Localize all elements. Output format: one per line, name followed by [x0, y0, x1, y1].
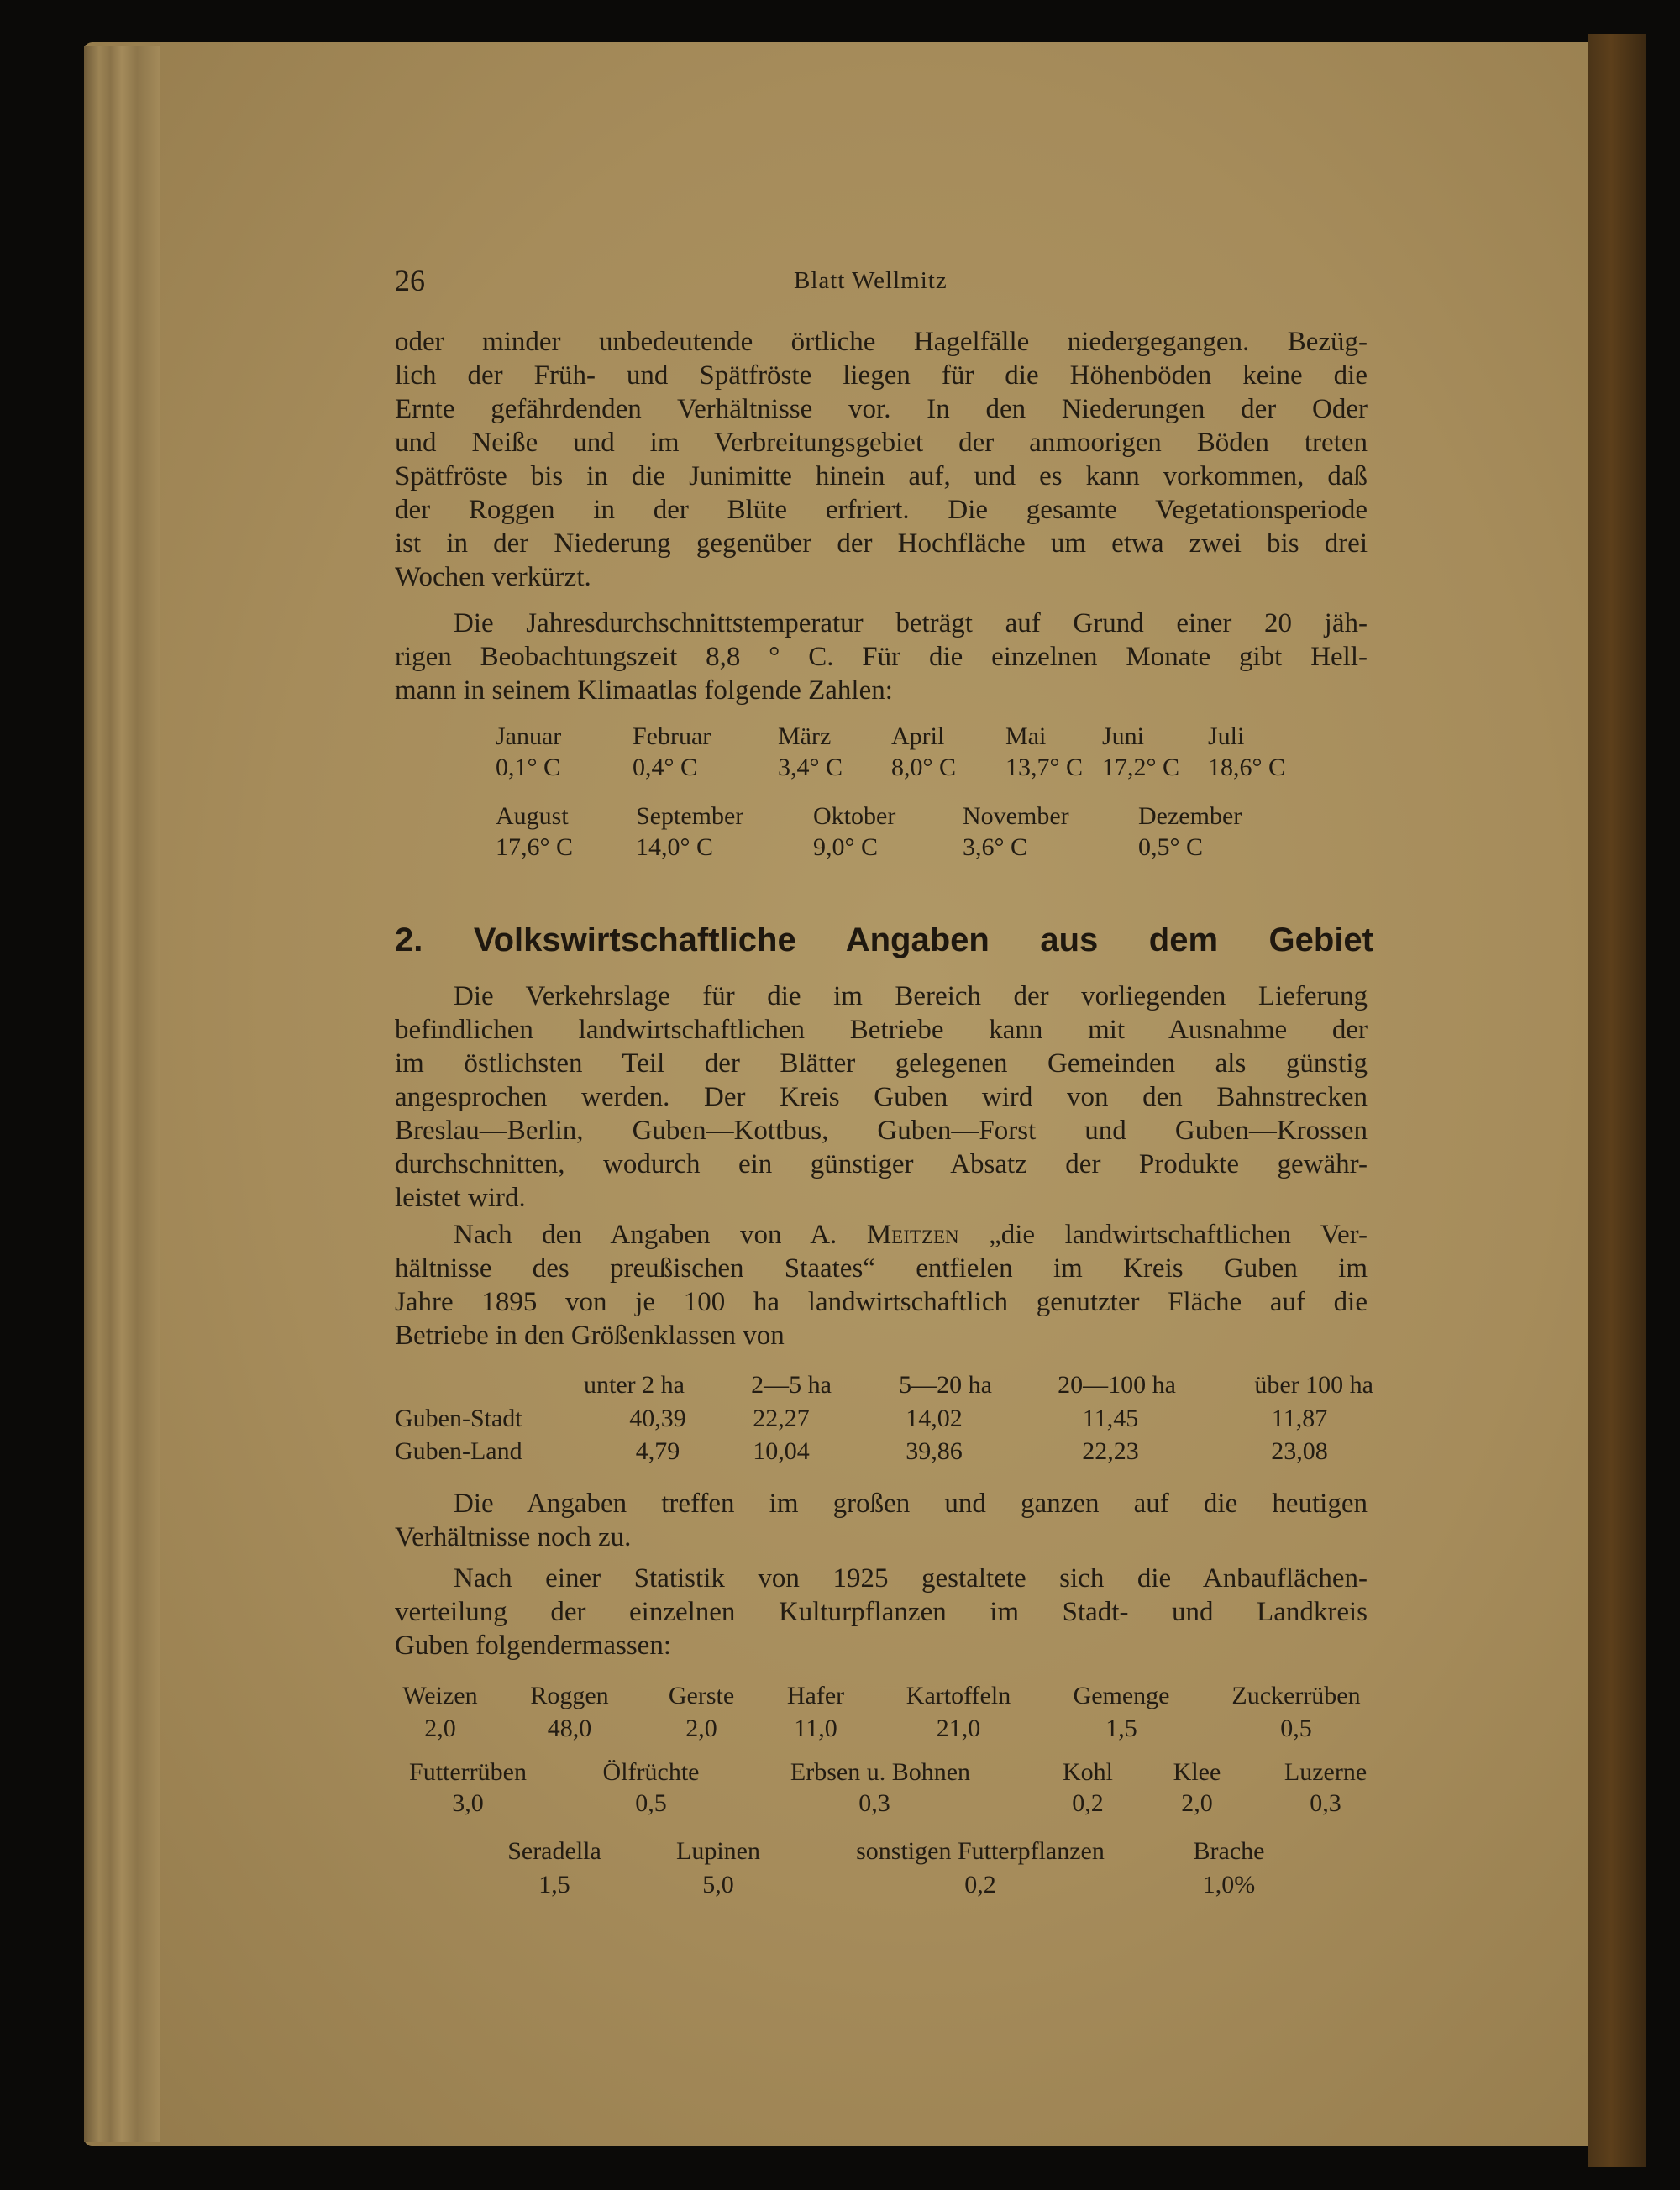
paragraph-line: Betriebe in den Größenklassen von	[395, 1321, 785, 1351]
paragraph-line: befindlichen landwirtschaftlichen Betriebe kann mit Ausnahme der	[395, 1015, 1368, 1045]
paragraph-line: durchschnitten, wodurch ein günstiger Absatz der Produkte gewähr-	[395, 1149, 1368, 1179]
paragraph-line: Guben folgendermassen:	[395, 1631, 671, 1661]
size-class-header: über 100 ha	[1254, 1371, 1373, 1399]
author-name: Meitzen	[866, 1220, 959, 1250]
month-label: Juni	[1102, 722, 1145, 750]
crop-name: Zuckerrüben	[1231, 1682, 1361, 1709]
table-cell: 22,27	[753, 1405, 810, 1432]
crop-name: Erbsen u. Bohnen	[790, 1758, 971, 1786]
month-label: Dezember	[1138, 802, 1242, 830]
size-class-header: 5—20 ha	[899, 1371, 992, 1399]
month-temperature: 18,6° C	[1208, 754, 1286, 781]
month-temperature: 0,1° C	[496, 754, 561, 781]
month-temperature: 0,5° C	[1138, 833, 1204, 861]
adjacent-page-edge	[1588, 34, 1646, 2167]
month-label: August	[496, 802, 569, 830]
table-cell: 11,87	[1271, 1405, 1328, 1432]
month-label: November	[963, 802, 1069, 830]
crop-name: Kartoffeln	[906, 1682, 1011, 1709]
size-class-header: unter 2 ha	[584, 1371, 685, 1399]
crop-name: Ölfrüchte	[602, 1758, 700, 1786]
table-cell: 14,02	[906, 1405, 963, 1432]
crop-share: 0,5	[635, 1789, 667, 1817]
month-temperature: 3,6° C	[963, 833, 1028, 861]
crop-share: 2,0	[685, 1715, 717, 1742]
paragraph-line: Spätfröste bis in die Junimitte hinein auf, und es kann vorkommen, daß	[395, 461, 1368, 491]
running-title: Blatt Wellmitz	[794, 267, 948, 294]
crop-share: 1,5	[538, 1871, 570, 1899]
crop-name: Kohl	[1063, 1758, 1113, 1786]
month-temperature: 3,4° C	[778, 754, 843, 781]
month-temperature: 14,0° C	[636, 833, 714, 861]
crop-share: 0,3	[1310, 1789, 1341, 1817]
paragraph-line: Die Angaben treffen im großen und ganzen auf die heutigen	[454, 1489, 1368, 1519]
paragraph-line: Nach den Angaben von A. Meitzen „die landwirtschaftlichen Ver-	[454, 1220, 1368, 1250]
paragraph-line: Die Jahresdurchschnittstemperatur beträgt auf Grund einer 20 jäh-	[454, 608, 1368, 638]
crop-name: Klee	[1173, 1758, 1221, 1786]
paragraph-line: Ernte gefährdenden Verhältnisse vor. In den Niederungen der Oder	[395, 394, 1368, 424]
paragraph-line: angesprochen werden. Der Kreis Guben wird von den Bahnstrecken	[395, 1082, 1368, 1112]
paragraph-line: verteilung der einzelnen Kulturpflanzen im Stadt- und Landkreis	[395, 1597, 1368, 1627]
table-cell: 23,08	[1271, 1437, 1328, 1465]
month-temperature: 0,4° C	[633, 754, 698, 781]
table-cell: 40,39	[629, 1405, 686, 1432]
crop-name: Roggen	[530, 1682, 609, 1709]
row-label: Guben-Land	[395, 1437, 522, 1465]
paragraph-line: ist in der Niederung gegenüber der Hochfläche um etwa zwei bis drei	[395, 528, 1368, 559]
table-cell: 11,45	[1082, 1405, 1139, 1432]
table-cell: 4,79	[635, 1437, 680, 1465]
crop-share: 2,0	[424, 1715, 456, 1742]
paragraph-line: Verhältnisse noch zu.	[395, 1522, 632, 1552]
book-binding-edge	[84, 46, 160, 2142]
crop-name: Futterrüben	[409, 1758, 527, 1786]
crop-share: 3,0	[452, 1789, 484, 1817]
paragraph-line: leistet wird.	[395, 1183, 526, 1213]
paragraph-line: oder minder unbedeutende örtliche Hagelfälle niedergegangen. Bezüg-	[395, 327, 1368, 357]
paragraph-line: Jahre 1895 von je 100 ha landwirtschaftlich genutzter Fläche auf die	[395, 1287, 1368, 1317]
crop-name: sonstigen Futterpflanzen	[856, 1837, 1105, 1865]
crop-name: Lupinen	[676, 1837, 760, 1865]
paragraph-line: Die Verkehrslage für die im Bereich der vorliegenden Lieferung	[454, 981, 1368, 1011]
crop-share: 0,2	[1072, 1789, 1104, 1817]
paragraph-line: der Roggen in der Blüte erfriert. Die gesamte Vegetationsperiode	[395, 495, 1368, 525]
month-label: September	[636, 802, 744, 830]
crop-share: 0,2	[964, 1871, 996, 1899]
section-heading: 2. Volkswirtschaftliche Angaben aus dem Gebiet	[395, 922, 1373, 958]
crop-share: 48,0	[547, 1715, 592, 1742]
month-temperature: 17,2° C	[1102, 754, 1180, 781]
month-temperature: 17,6° C	[496, 833, 574, 861]
crop-name: Hafer	[786, 1682, 845, 1709]
month-label: Oktober	[813, 802, 896, 830]
page-number: 26	[395, 264, 425, 297]
crop-share: 5,0	[702, 1871, 734, 1899]
paragraph-line: hältnisse des preußischen Staates“ entfielen im Kreis Guben im	[395, 1253, 1368, 1284]
crop-share: 1,0%	[1202, 1871, 1256, 1899]
paragraph-line: im östlichsten Teil der Blätter gelegenen Gemeinden als günstig	[395, 1048, 1368, 1079]
paragraph-line: und Neiße und im Verbreitungsgebiet der anmoorigen Böden treten	[395, 428, 1368, 458]
month-label: Februar	[633, 722, 711, 750]
size-class-header: 2—5 ha	[751, 1371, 832, 1399]
size-class-header: 20—100 ha	[1058, 1371, 1176, 1399]
month-temperature: 8,0° C	[891, 754, 957, 781]
paragraph-line: Breslau—Berlin, Guben—Kottbus, Guben—Forst und Guben—Krossen	[395, 1116, 1368, 1146]
month-label: April	[891, 722, 945, 750]
crop-share: 0,3	[858, 1789, 890, 1817]
crop-name: Gemenge	[1073, 1682, 1170, 1709]
crop-name: Seradella	[507, 1837, 601, 1865]
table-cell: 22,23	[1082, 1437, 1139, 1465]
crop-name: Brache	[1193, 1837, 1265, 1865]
month-label: Januar	[496, 722, 562, 750]
row-label: Guben-Stadt	[395, 1405, 522, 1432]
crop-share: 0,5	[1280, 1715, 1312, 1742]
month-label: Juli	[1208, 722, 1245, 750]
paragraph-line: rigen Beobachtungszeit 8,8 ° C. Für die einzelnen Monate gibt Hell-	[395, 642, 1368, 672]
crop-name: Gerste	[668, 1682, 735, 1709]
crop-share: 11,0	[794, 1715, 837, 1742]
crop-name: Luzerne	[1284, 1758, 1368, 1786]
crop-name: Weizen	[402, 1682, 478, 1709]
month-temperature: 13,7° C	[1005, 754, 1084, 781]
month-label: März	[778, 722, 832, 750]
month-label: Mai	[1005, 722, 1047, 750]
month-temperature: 9,0° C	[813, 833, 879, 861]
paragraph-line: Nach einer Statistik von 1925 gestaltete sich die Anbauflächen-	[454, 1563, 1368, 1594]
crop-share: 2,0	[1181, 1789, 1213, 1817]
crop-share: 1,5	[1105, 1715, 1137, 1742]
table-cell: 10,04	[753, 1437, 810, 1465]
paragraph-line: mann in seinem Klimaatlas folgende Zahlen:	[395, 675, 893, 706]
paragraph-line: Wochen verkürzt.	[395, 562, 591, 592]
table-cell: 39,86	[906, 1437, 963, 1465]
crop-share: 21,0	[936, 1715, 981, 1742]
paragraph-line: lich der Früh- und Spätfröste liegen für die Höhenböden keine die	[395, 360, 1368, 391]
